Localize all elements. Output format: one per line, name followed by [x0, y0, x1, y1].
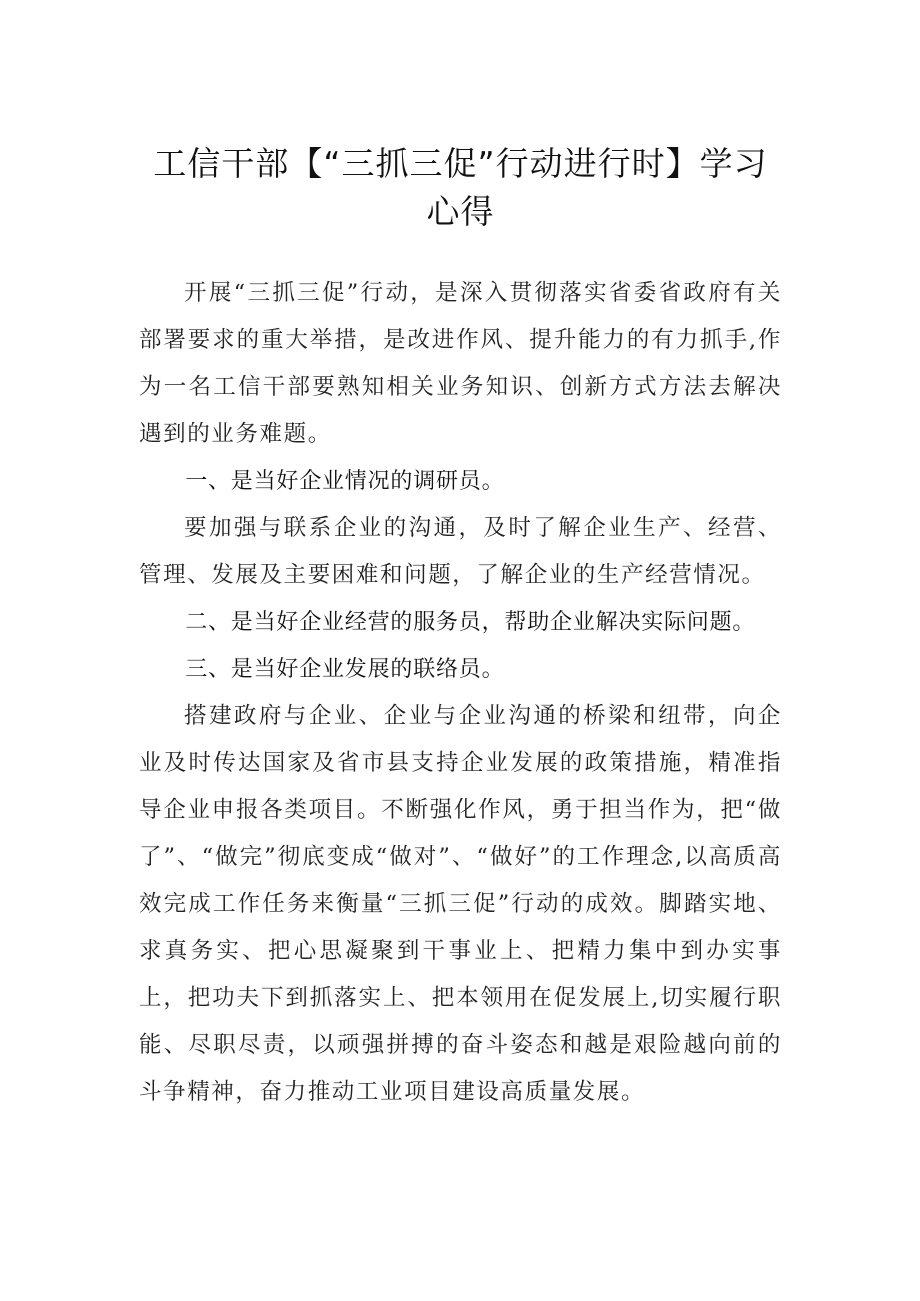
- document-page: [139, 140, 782, 1116]
- section-heading-2: 二、是当好企业经营的服务员，帮助企业解决实际问题。: [185, 610, 756, 635]
- section-heading-3: 三、是当好企业发展的联络员。: [185, 657, 505, 682]
- body-paragraph-liaison: 搭建政府与企业、企业与企业沟通的桥梁和纽带，向企业及时传达国家及省市县支持企业发展的政策措施，精准指导企业申报各类项目。不断强化作风，勇于担当作为，把“做了”、“做完”彻底变成“做对”、“做好”的工作理念,以高质高效完成工作任务来衡量“三抓三促”行动的成效。脚踏实地、求真务实、把心思凝聚到干事业上、把精力集中到办实事上，把功夫下到抓落实上、把本领用在促发展上,切实履行职能、尽职尽责，以顽强拼搏的奋斗姿态和越是艰险越向前的斗争精神，奋力推动工业项目建设高质量发展。: [139, 703, 782, 1105]
- body-paragraph-research: 要加强与联系企业的沟通，及时了解企业生产、经营、管理、发展及主要困难和问题，了解企业的生产经营情况。: [139, 515, 782, 588]
- section-heading-1: 一、是当好企业情况的调研员。: [185, 469, 505, 494]
- body-paragraph-intro: 开展“三抓三促”行动，是深入贯彻落实省委省政府有关部署要求的重大举措，是改进作风、提升能力的有力抓手,作为一名工信干部要熟知相关业务知识、创新方式方法去解决遇到的业务难题。: [139, 280, 782, 447]
- document-title: 工信干部【“三抓三促”行动进行时】学习心得: [153, 144, 768, 231]
